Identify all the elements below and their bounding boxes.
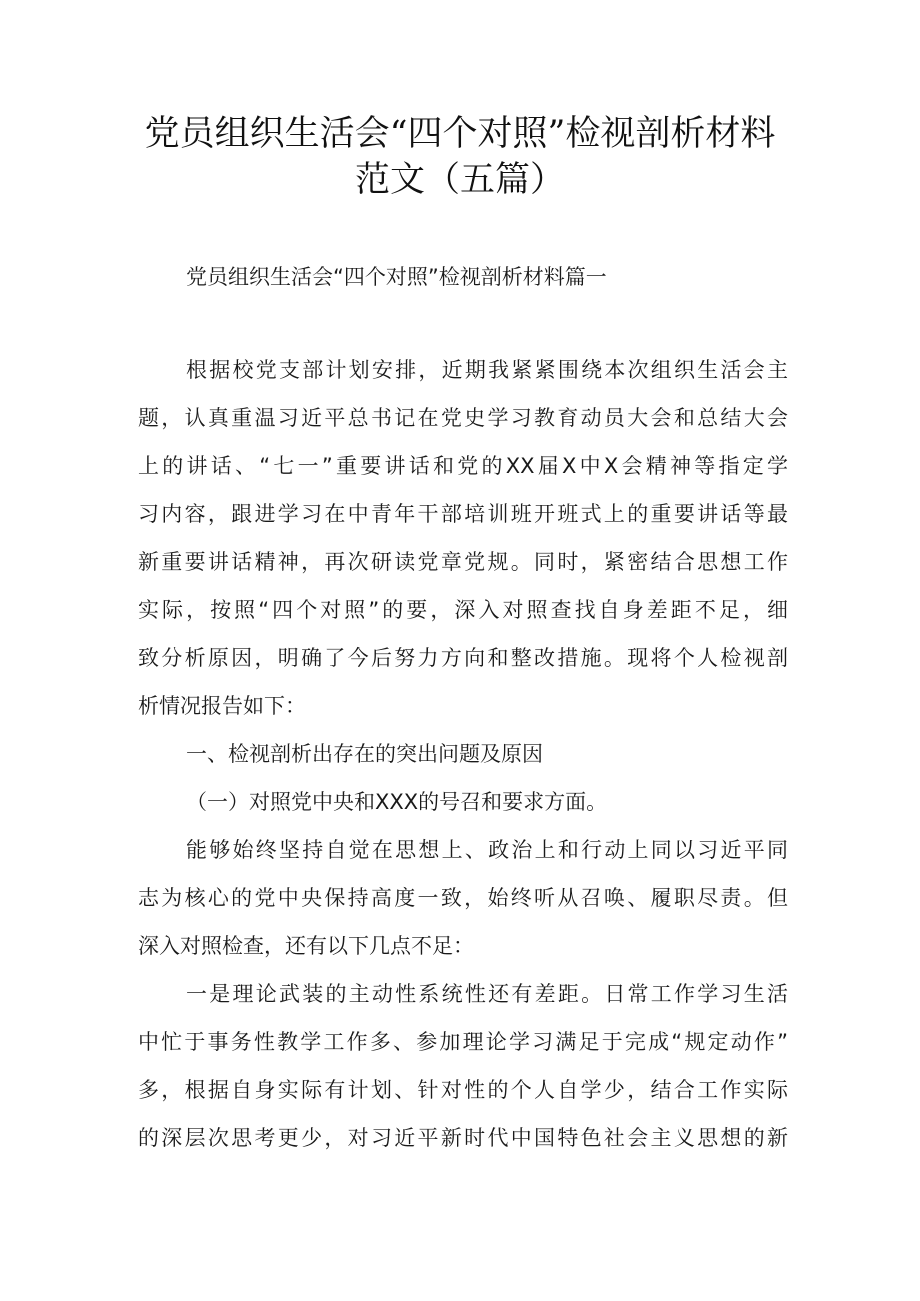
paragraph-line: 根据校党支部计划安排，近期我紧紧围绕本次组织生活会主 [186,358,788,382]
subheading-1-1: （一）对照党中央和XXX的号召和要求方面。 [186,790,608,814]
paragraph-line: 能够始终坚持自觉在思想上、政治上和行动上同以习近平同 [186,838,788,862]
paragraph-line: 的深层次思考更少，对习近平新时代中国特色社会主义思想的新 [138,1126,788,1150]
paragraph-line: 致分析原因，明确了今后努力方向和整改措施。现将个人检视剖 [138,646,788,670]
paragraph-line: 实际，按照“四个对照”的要，深入对照查找自身差距不足，细 [138,598,788,622]
paragraph-line: 习内容，跟进学习在中青年干部培训班开班式上的重要讲话等最 [138,502,788,526]
paragraph-line: 多，根据自身实际有计划、针对性的个人自学少，结合工作实际 [138,1078,788,1102]
paragraph-line: 新重要讲话精神，再次研读党章党规。同时，紧密结合思想工作 [138,550,788,574]
paragraph-line: 题，认真重温习近平总书记在党史学习教育动员大会和总结大会 [138,406,788,430]
paragraph-line: 析情况报告如下： [138,694,306,718]
document-title-line-1: 党员组织生活会“四个对照”检视剖析材料 [144,114,776,154]
paragraph-line: 深入对照检查，还有以下几点不足： [138,934,474,958]
section-heading: 党员组织生活会“四个对照”检视剖析材料篇一 [186,265,607,289]
document-title-line-2: 范文（五篇） [354,160,565,200]
paragraph-line: 一是理论武装的主动性系统性还有差距。日常工作学习生活 [186,982,788,1006]
paragraph-line: 中忙于事务性教学工作多、参加理论学习满足于完成“规定动作” [138,1030,788,1054]
subheading-1: 一、检视剖析出存在的突出问题及原因 [186,742,543,766]
paragraph-line: 上的讲话、“七一”重要讲话和党的XX届X中X会精神等指定学 [138,454,788,478]
paragraph-line: 志为核心的党中央保持高度一致，始终听从召唤、履职尽责。但 [138,886,788,910]
